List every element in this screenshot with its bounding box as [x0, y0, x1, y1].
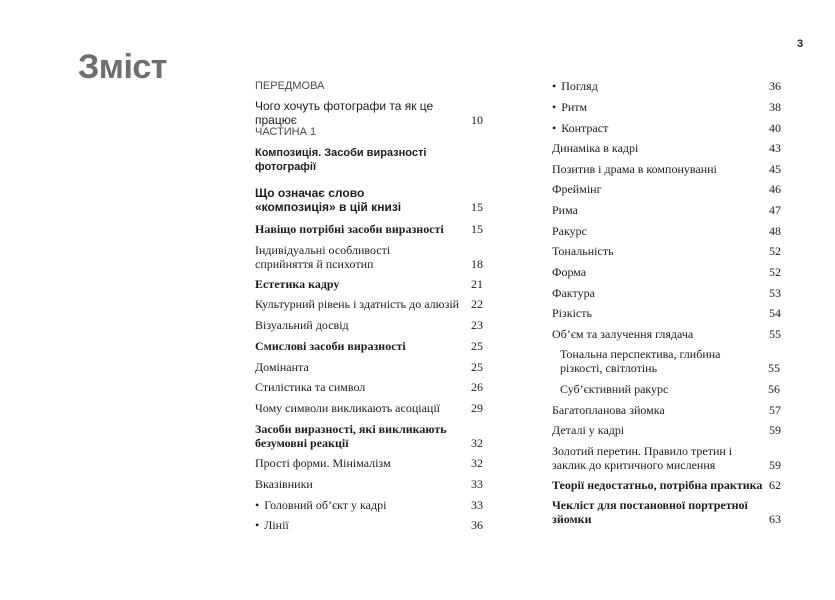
toc-entry-title: Різкість	[552, 306, 592, 320]
toc-entry-title: Домінанта	[255, 360, 309, 374]
toc-entry-title: Тональна перспектива, глибина різкості, світлотінь	[560, 347, 721, 375]
toc-entry[interactable]	[255, 360, 483, 374]
toc-entry-page: 52	[769, 244, 781, 258]
toc-entry-page: 33	[471, 477, 483, 491]
toc-entry-title: Чекліст для постановної портретної зйомки	[552, 498, 748, 526]
toc-entry-page: 38	[769, 100, 781, 114]
toc-entry-page: 52	[769, 265, 781, 279]
toc-entry[interactable]	[552, 121, 781, 135]
toc-entry[interactable]	[255, 380, 483, 394]
toc-entry[interactable]	[552, 382, 780, 396]
toc-entry[interactable]	[552, 182, 781, 196]
toc-entry-title: Об’єм та залучення глядача	[552, 327, 694, 341]
toc-entry[interactable]	[255, 477, 483, 491]
toc-entry-title: Культурний рівень і здатність до алюзій	[255, 297, 460, 311]
toc-entry-title: Що означає слово «композиція» в цій книзі	[255, 186, 402, 214]
toc-entry-page: 55	[768, 361, 780, 375]
part-header: ЧАСТИНА 1	[255, 126, 317, 138]
toc-entry-title: • Лінії	[255, 518, 289, 532]
toc-entry-page: 45	[769, 162, 781, 176]
toc-entry-page: 33	[471, 498, 483, 512]
toc-entry[interactable]	[552, 306, 781, 320]
part-title: Композиція. Засоби виразності фотографії	[255, 147, 427, 173]
toc-entry-page: 62	[769, 478, 781, 492]
page-title: Зміст	[78, 48, 167, 86]
toc-entry-title: Індивідуальні особливості сприйняття й психотип	[255, 243, 391, 271]
toc-entry-page: 25	[471, 339, 483, 353]
page-number: 3	[797, 38, 804, 50]
toc-entry-page: 55	[769, 327, 781, 341]
toc-entry[interactable]	[255, 243, 483, 271]
toc-entry-page: 23	[471, 318, 483, 332]
toc-entry[interactable]	[255, 518, 483, 532]
toc-entry[interactable]	[255, 498, 483, 512]
toc-entry-page: 40	[769, 121, 781, 135]
toc-entry-page: 59	[769, 458, 781, 472]
toc-entry[interactable]	[552, 244, 781, 258]
toc-entry[interactable]	[552, 347, 780, 375]
toc-entry-page: 47	[769, 203, 781, 217]
toc-entry-title: Смислові засоби виразності	[255, 339, 406, 353]
toc-entry-page: 10	[471, 113, 483, 127]
toc-entry-page: 36	[769, 79, 781, 93]
toc-entry[interactable]	[552, 265, 781, 279]
toc-entry-page: 63	[769, 512, 781, 526]
toc-entry-title: Теорії недостатньо, потрібна практика	[552, 478, 763, 492]
toc-entry-title: • Ритм	[552, 100, 587, 114]
toc-entry[interactable]	[552, 444, 781, 472]
toc-entry-page: 56	[768, 382, 780, 396]
toc-entry-page: 53	[769, 286, 781, 300]
toc-entry[interactable]	[255, 456, 483, 470]
toc-entry[interactable]	[552, 203, 781, 217]
toc-entry-page: 32	[471, 456, 483, 470]
toc-entry-title: Чого хочуть фотографи та як це працює	[255, 99, 434, 127]
toc-entry-title: • Погляд	[552, 79, 598, 93]
toc-entry-title: Вказівники	[255, 477, 313, 491]
toc-entry-title: Динаміка в кадрі	[552, 141, 639, 155]
toc-entry[interactable]	[255, 186, 483, 214]
toc-entry-title: Позитив і драма в компонуванні	[552, 162, 717, 176]
toc-entry-title: Рима	[552, 203, 578, 217]
toc-entry[interactable]	[552, 327, 781, 341]
toc-entry[interactable]	[255, 422, 483, 450]
toc-entry-title: Ракурс	[552, 224, 587, 238]
toc-entry-page: 32	[471, 436, 483, 450]
toc-entry-title: Золотий перетин. Правило третин і заклик до критичного мислення	[552, 444, 733, 472]
toc-entry-page: 43	[769, 141, 781, 155]
toc-entry-title: Навіщо потрібні засоби виразності	[255, 222, 444, 236]
toc-entry-page: 59	[769, 423, 781, 437]
toc-entry[interactable]	[255, 318, 483, 332]
toc-entry[interactable]	[255, 297, 483, 311]
toc-entry-page: 54	[769, 306, 781, 320]
toc-entry-title: Чому символи викликають асоціації	[255, 401, 440, 415]
toc-entry-page: 36	[471, 518, 483, 532]
toc-entry-page: 15	[471, 222, 483, 236]
toc-entry[interactable]	[552, 141, 781, 155]
toc-entry-title: Деталі у кадрі	[552, 423, 625, 437]
toc-entry[interactable]	[552, 478, 781, 492]
toc-entry-page: 29	[471, 401, 483, 415]
toc-entry-title: Фреймінг	[552, 182, 602, 196]
toc-entry-title: Візуальний досвід	[255, 318, 349, 332]
toc-entry[interactable]	[255, 222, 483, 236]
toc-entry-title: Тональність	[552, 244, 614, 258]
toc-entry[interactable]	[255, 339, 483, 353]
toc-entry-page: 25	[471, 360, 483, 374]
toc-entry[interactable]	[552, 286, 781, 300]
toc-entry[interactable]	[255, 401, 483, 415]
toc-entry-page: 21	[471, 277, 483, 291]
toc-entry-page: 46	[769, 182, 781, 196]
toc-entry-page: 15	[471, 200, 483, 214]
toc-entry-title: Прості форми. Мінімалізм	[255, 456, 391, 470]
toc-entry-title: Суб’єктивний ракурс	[560, 382, 669, 396]
toc-entry-title: • Головний об’єкт у кадрі	[255, 498, 386, 512]
toc-entry[interactable]	[552, 423, 781, 437]
toc-entry-title: • Контраст	[552, 121, 608, 135]
toc-entry-title: Багатопланова зйомка	[552, 403, 665, 417]
toc-entry[interactable]	[552, 498, 781, 526]
toc-entry[interactable]	[255, 99, 483, 127]
preface-header: ПЕРЕДМОВА	[255, 80, 325, 92]
toc-entry-title: Естетика кадру	[255, 277, 340, 291]
toc-entry-page: 57	[769, 403, 781, 417]
toc-entry-page: 22	[471, 297, 483, 311]
toc-entry-title: Засоби виразності, які викликають безумовні реакції	[255, 422, 447, 450]
toc-entry-title: Стилістика та символ	[255, 380, 366, 394]
toc-entry[interactable]	[552, 224, 781, 238]
toc-entry-page: 26	[471, 380, 483, 394]
toc-entry-title: Фактура	[552, 286, 595, 300]
toc-entry[interactable]	[552, 79, 781, 93]
toc-entry-page: 18	[471, 257, 483, 271]
toc-entry[interactable]	[552, 100, 781, 114]
toc-entry-page: 48	[769, 224, 781, 238]
toc-entry[interactable]	[552, 162, 781, 176]
toc-entry-title: Форма	[552, 265, 587, 279]
toc-entry[interactable]	[255, 277, 483, 291]
toc-entry[interactable]	[552, 403, 781, 417]
